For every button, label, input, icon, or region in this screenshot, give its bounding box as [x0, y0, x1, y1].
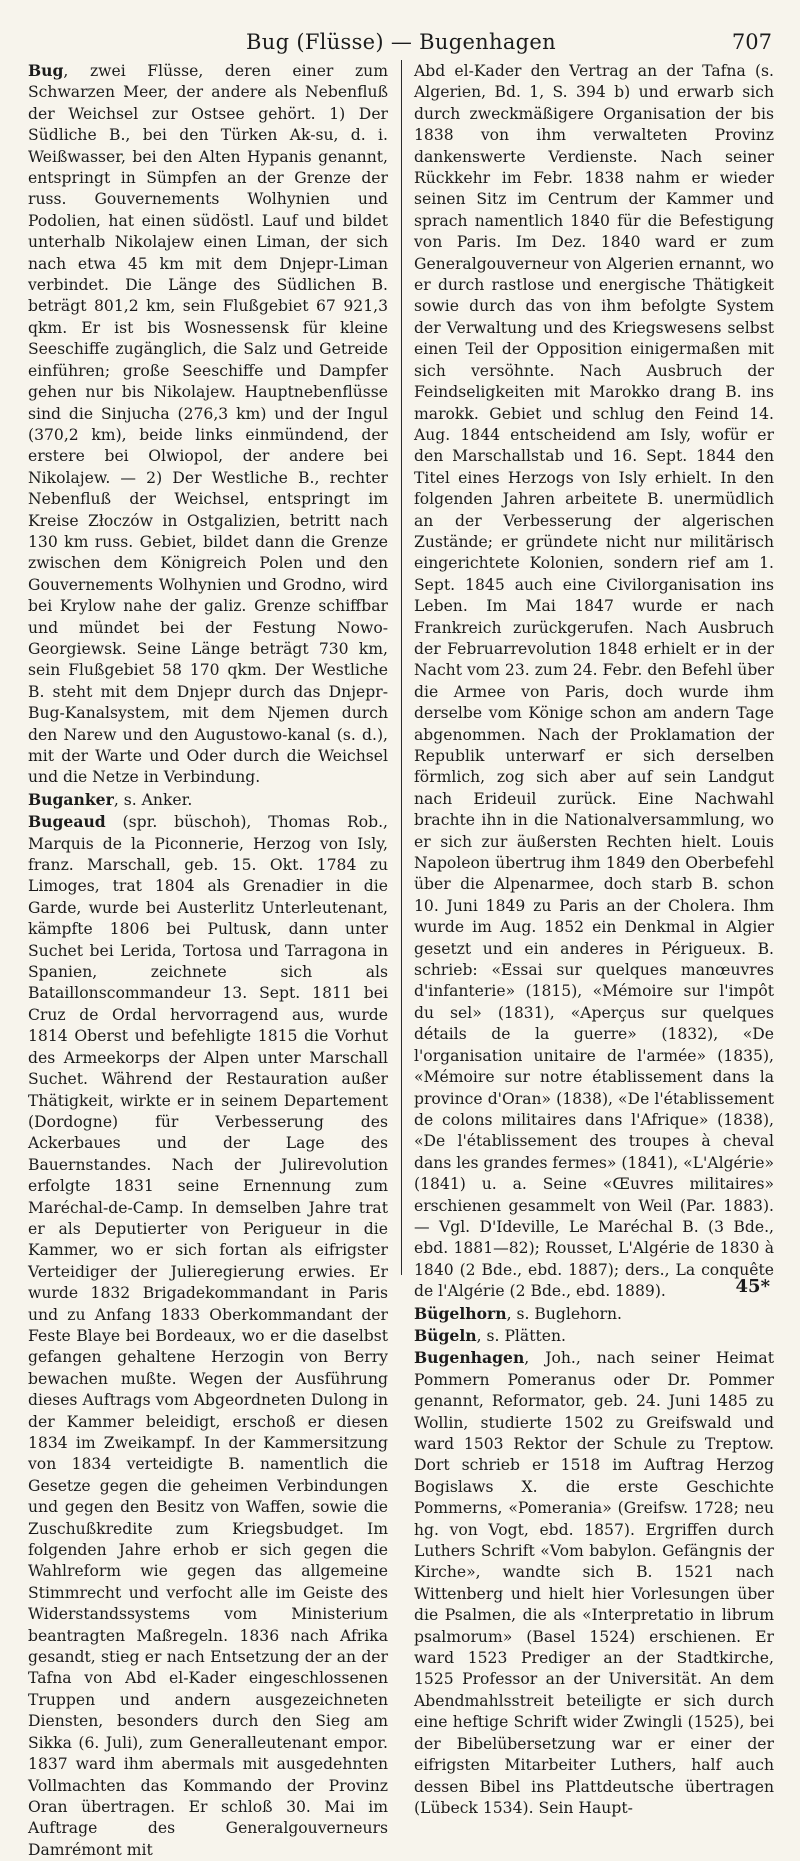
left-column [28, 60, 388, 1859]
page-header [28, 24, 774, 60]
entry-bug [28, 60, 388, 789]
headword: Bügeln [414, 1325, 477, 1345]
two-column-body [28, 60, 774, 1859]
headword: Bugeaud [28, 812, 106, 832]
entry-text: , s. Plätten. [476, 1326, 566, 1345]
entry-bugenhagen [414, 1347, 774, 1819]
signature-mark: 45* [735, 1276, 770, 1297]
headword: Bugenhagen [414, 1348, 525, 1368]
right-column [414, 60, 774, 1817]
headword: Bug [28, 61, 64, 80]
running-title: Bug (Flüsse) — Bugenhagen [246, 30, 556, 54]
entry-bugeaud-continued [414, 60, 774, 1303]
headword: Buganker [28, 789, 114, 809]
entry-buganker [28, 789, 388, 811]
headword: Bügelhorn [414, 1303, 507, 1323]
entry-buegelhorn [414, 1303, 774, 1325]
entry-text: Abd el-Kader den Vertrag an der Tafna (s. Algerien, Bd. 1, S. 394 b) und erwarb sich durch zweckmäßigere Organisation der bis 1838 von ihm verwalteten Provinz dankenswerte Verdienste. Nach seiner Rückkehr im Febr. 1838 nahm er wieder seinen Sitz im Centrum der Kammer und sprach namentlich 1840 für die Befestigung von Paris. Im Dez. 1840 ward er zum Generalgouverneur von Algerien ernannt, wo er durch rastlose und energische Thätigkeit sowie durch das von ihm befolgte System der Verwaltung und des Kriegswesens selbst einen Teil der Opposition einigermaßen mit sich versöhnte. Nach Ausbruch der Feindseligkeiten mit Marokko drang B. ins marokk. Gebiet und schlug den Feind 14. Aug. 1844 entscheidend am Isly, wofür er den Marschallstab und 16. Sept. 1844 den Titel eines Herzogs von Isly erhielt. In den folgenden Jahren arbeitete B. unermüdlich an der Verbesserung der algerischen Zustände; er gründete nicht nur militärisch eingerichtete Kolonien, sondern rief am 1. Sept. 1845 auch eine Civilorganisation ins Leben. Im Mai 1847 wurde er nach Frankreich zurückgerufen. Nach Ausbruch der Februarrevolution 1848 erhielt er in der Nacht vom 23. zum 24. Febr. den Befehl über die Armee von Paris, doch wurde ihm derselbe vom Könige schon am andern Tage abgenommen. Nach der Proklamation der Republik unterwarf er sich derselben förmlich, zog sich aber auf sein Landgut nach Erideuil zurück. Eine Nachwahl brachte ihn in die Nationalversammlung, wo er sich zur äußersten Rechten hielt. Louis Napoleon übertrug ihm 1849 den Oberbefehl über die Alpenarmee, doch starb B. schon 10. Juni 1849 zu Paris an der Cholera. Ihm wurde im Aug. 1852 ein Denkmal in Algier gesetzt und ein anderes in Périgueux. B. schrieb: «Essai sur quelques manœuvres d'infanterie» (1815), «Mémoire sur l'impôt du sel» (1831), «Aperçus sur quelques détails de la guerre» (1832), «De l'organisation unitaire de l'armée» (1835), «Mémoire sur notre établissement dans la province d'Oran» (1838), «De l'établissement de colons militaires dans l'Afrique» (1838), «De l'établissement des troupes à cheval dans les grandes fermes» (1841), «L'Algérie» (1841) u. a. Seine «Œuvres militaires» erschienen gesammelt von Weil (Par. 1883). — Vgl. D'Ideville, Le Maréchal B. (3 Bde., ebd. 1881—82); Rousset, L'Algérie de 1830 à 1840 (2 Bde., ebd. 1887); ders., La conquête de l'Algérie (2 Bde., ebd. 1889). [414, 62, 774, 1301]
entry-text: , zwei Flüsse, deren einer zum Schwarzen Meer, der andere als Nebenfluß der Weichsel zur Ostsee gehört. 1) Der Südliche B., bei den Türken Ak-su, d. i. Weißwasser, bei den Alten Hypanis genannt, entspringt in Sümpfen an der Grenze der russ. Gouvernements Wolhynien und Podolien, hat einen südöstl. Lauf und bildet unterhalb Nikolajew einen Liman, der sich nach etwa 45 km mit dem Dnjepr-Liman verbindet. Die Länge des Südlichen B. beträgt 801,2 km, sein Flußgebiet 67 921,3 qkm. Er ist bis Wosnessensk für kleine Seeschiffe zugänglich, die Salz und Getreide einführen; große Seeschiffe und Dampfer gehen nur bis Nikolajew. Hauptnebenflüsse sind die Sinjucha (276,3 km) und der Ingul (370,2 km), beide links einmündend, der erstere bei Olwiopol, der andere bei Nikolajew. — 2) Der Westliche B., rechter Nebenfluß der Weichsel, entspringt im Kreise Złoczów in Ostgalizien, betritt nach 130 km russ. Gebiet, bildet dann die Grenze zwischen dem Königreich Polen und den Gouvernements Wolhynien und Grodno, wird bei Krylow nahe der galiz. Grenze schiffbar und mündet bei der Festung Nowo-Georgiewsk. Seine Länge beträgt 730 km, sein Flußgebiet 58 170 qkm. Der Westliche B. steht mit dem Dnjepr durch das Dnjepr-Bug-Kanalsystem, mit dem Njemen durch den Narew und den Augustowo-kanal (s. d.), mit der Warte und Oder durch die Weichsel und die Netze in Verbindung. [28, 62, 388, 787]
entry-text: , s. Buglehorn. [506, 1304, 622, 1323]
column-divider [401, 60, 402, 1275]
page-number: 707 [731, 30, 772, 54]
entry-buegeln [414, 1325, 774, 1347]
entry-text: , s. Anker. [113, 790, 193, 809]
entry-text: , Joh., nach seiner Heimat Pommern Pomeranus oder Dr. Pommer genannt, Reformator, geb. 24. Juni 1485 zu Wollin, studierte 1502 zu Greifswald und ward 1503 Rektor der Schule zu Treptow. Dort schrieb er 1518 im Auftrag Herzog Bogislaws X. die erste Geschichte Pommerns, «Pomerania» (Greifsw. 1728; neu hg. von Vogt, ebd. 1857). Ergriffen durch Luthers Schrift «Vom babylon. Gefängnis der Kirche», wandte sich B. 1521 nach Wittenberg und hielt hier Vorlesungen über die Psalmen, die als «Interpretatio in librum psalmorum» (Basel 1524) erschienen. Er ward 1523 Prediger an der Stadtkirche, 1525 Professor an der Universität. An dem Abendmahlsstreit beteiligte er sich durch eine heftige Schrift wider Zwingli (1525), bei der Bibelübersetzung war er einer der eifrigsten Mitarbeiter Luthers, half auch dessen Bibel ins Plattdeutsche übertragen (Lübeck 1534). Sein Haupt- [414, 1349, 774, 1817]
entry-bugeaud [28, 811, 388, 1861]
entry-text: (spr. büschoh), Thomas Rob., Marquis de la Piconnerie, Herzog von Isly, franz. Marschall, geb. 15. Okt. 1784 zu Limoges, trat 1804 als Grenadier in die Garde, wurde bei Austerlitz Unterleutenant, kämpfte 1806 bei Pultusk, dann unter Suchet bei Lerida, Tortosa und Tarragona in Spanien, zeichnete sich als Bataillonscommandeur 13. Sept. 1811 bei Cruz de Ordal hervorragend aus, wurde 1814 Oberst und befehligte 1815 die Vorhut des Armeekorps der Alpen unter Marschall Suchet. Während der Restauration außer Thätigkeit, wirkte er in seinem Departement (Dordogne) für Verbesserung des Ackerbaues und der Lage des Bauernstandes. Nach der Julirevolution erfolgte 1831 seine Ernennung zum Maréchal-de-Camp. In demselben Jahre trat er als Deputierter von Perigueur in die Kammer, wo er sich fortan als eifrigster Verteidiger der Julieregierung erwies. Er wurde 1832 Brigadekommandant in Paris und zu Anfang 1833 Oberkommandant der Feste Blaye bei Bordeaux, wo er die daselbst gefangen gehaltene Herzogin von Berry bewachen mußte. Wegen der Ausführung dieses Auftrags vom Abgeordneten Dulong in der Kammer beleidigt, erschoß er diesen 1834 im Zweikampf. In der Kammersitzung von 1834 verteidigte B. namentlich die Gesetze gegen die geheimen Verbindungen und gegen den Besitz von Waffen, sowie die Zuschußkredite zum Kriegsbudget. Im folgenden Jahre erhob er sich gegen die Wahlreform wie gegen das allgemeine Stimmrecht und verfocht alle im Geiste des Widerstandssystems vom Ministerium beantragten Maßregeln. 1836 nach Afrika gesandt, stieg er nach Entsetzung der an der Tafna von Abd el-Kader eingeschlossenen Truppen und andern ausgezeichneten Diensten, besonders durch den Sieg am Sikka (6. Juli), zum Generalleutenant empor. 1837 ward ihm abermals mit ausgedehnten Vollmachten das Kommando der Provinz Oran übertragen. Er schloß 30. Mai im Auftrage des Generalgouverneurs Damrémont mit [28, 813, 388, 1859]
